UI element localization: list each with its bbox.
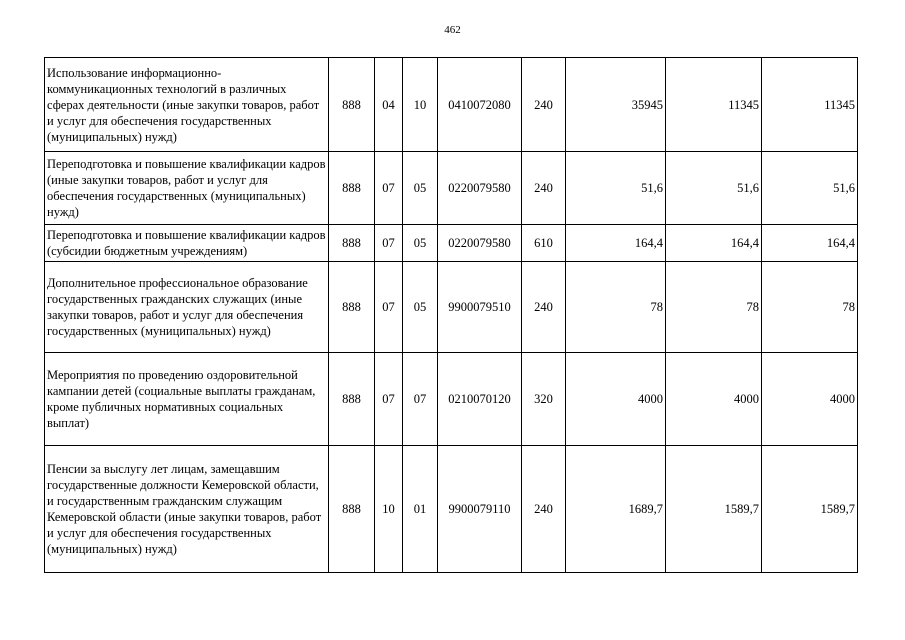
row-value-1: 4000 (566, 353, 666, 446)
row-pr: 07 (403, 353, 438, 446)
row-ved: 888 (329, 353, 375, 446)
row-value-1: 1689,7 (566, 446, 666, 573)
row-pr: 05 (403, 262, 438, 353)
row-rz: 04 (375, 58, 403, 152)
row-pr: 05 (403, 152, 438, 225)
table-row (45, 446, 858, 573)
page-number: 462 (444, 24, 461, 36)
row-vr: 240 (522, 262, 566, 353)
row-csr: 9900079510 (438, 262, 522, 353)
row-pr: 05 (403, 225, 438, 262)
row-csr: 0210070120 (438, 353, 522, 446)
row-vr: 240 (522, 152, 566, 225)
row-pr: 10 (403, 58, 438, 152)
row-value-3: 164,4 (762, 225, 858, 262)
row-pr: 01 (403, 446, 438, 573)
row-csr: 0220079580 (438, 225, 522, 262)
row-value-3: 1589,7 (762, 446, 858, 573)
row-name: Переподготовка и повышение квалификации кадров (иные закупки товаров, работ и услуг для обеспечения государственных (муниципальных) нужд) (45, 152, 329, 225)
row-csr: 0220079580 (438, 152, 522, 225)
row-ved: 888 (329, 152, 375, 225)
row-rz: 10 (375, 446, 403, 573)
row-value-3: 51,6 (762, 152, 858, 225)
row-name: Пенсии за выслугу лет лицам, замещавшим государственные должности Кемеровской области, и государственным гражданским служащим Кемеровской области (иные закупки товаров, работ и услуг для обеспечения государственных (муниципальных) нужд) (45, 446, 329, 573)
row-value-3: 78 (762, 262, 858, 353)
row-rz: 07 (375, 262, 403, 353)
table-row (45, 353, 858, 446)
row-value-1: 51,6 (566, 152, 666, 225)
row-vr: 610 (522, 225, 566, 262)
row-ved: 888 (329, 446, 375, 573)
row-value-1: 35945 (566, 58, 666, 152)
table-row (45, 225, 858, 262)
row-name: Дополнительное профессиональное образование государственных гражданских служащих (иные закупки товаров, работ и услуг для обеспечения государственных (муниципальных) нужд) (45, 262, 329, 353)
row-rz: 07 (375, 353, 403, 446)
table-row (45, 262, 858, 353)
table-row (45, 152, 858, 225)
row-rz: 07 (375, 152, 403, 225)
row-vr: 320 (522, 353, 566, 446)
row-value-1: 164,4 (566, 225, 666, 262)
row-value-2: 1589,7 (666, 446, 762, 573)
row-value-2: 51,6 (666, 152, 762, 225)
budget-table (44, 57, 858, 573)
row-ved: 888 (329, 262, 375, 353)
row-vr: 240 (522, 446, 566, 573)
row-name: Переподготовка и повышение квалификации кадров (субсидии бюджетным учреждениям) (45, 225, 329, 262)
row-csr: 0410072080 (438, 58, 522, 152)
row-value-3: 11345 (762, 58, 858, 152)
row-value-2: 164,4 (666, 225, 762, 262)
row-value-1: 78 (566, 262, 666, 353)
row-ved: 888 (329, 58, 375, 152)
row-ved: 888 (329, 225, 375, 262)
row-vr: 240 (522, 58, 566, 152)
row-value-2: 11345 (666, 58, 762, 152)
row-name: Использование информационно-коммуникационных технологий в различных сферах деятельности (иные закупки товаров, работ и услуг для обеспечения государственных (муниципальных) нужд) (45, 58, 329, 152)
row-rz: 07 (375, 225, 403, 262)
table-body (45, 58, 858, 573)
row-csr: 9900079110 (438, 446, 522, 573)
row-name: Мероприятия по проведению оздоровительной кампании детей (социальные выплаты гражданам, кроме публичных нормативных социальных выплат) (45, 353, 329, 446)
row-value-2: 4000 (666, 353, 762, 446)
row-value-3: 4000 (762, 353, 858, 446)
table-row (45, 58, 858, 152)
row-value-2: 78 (666, 262, 762, 353)
